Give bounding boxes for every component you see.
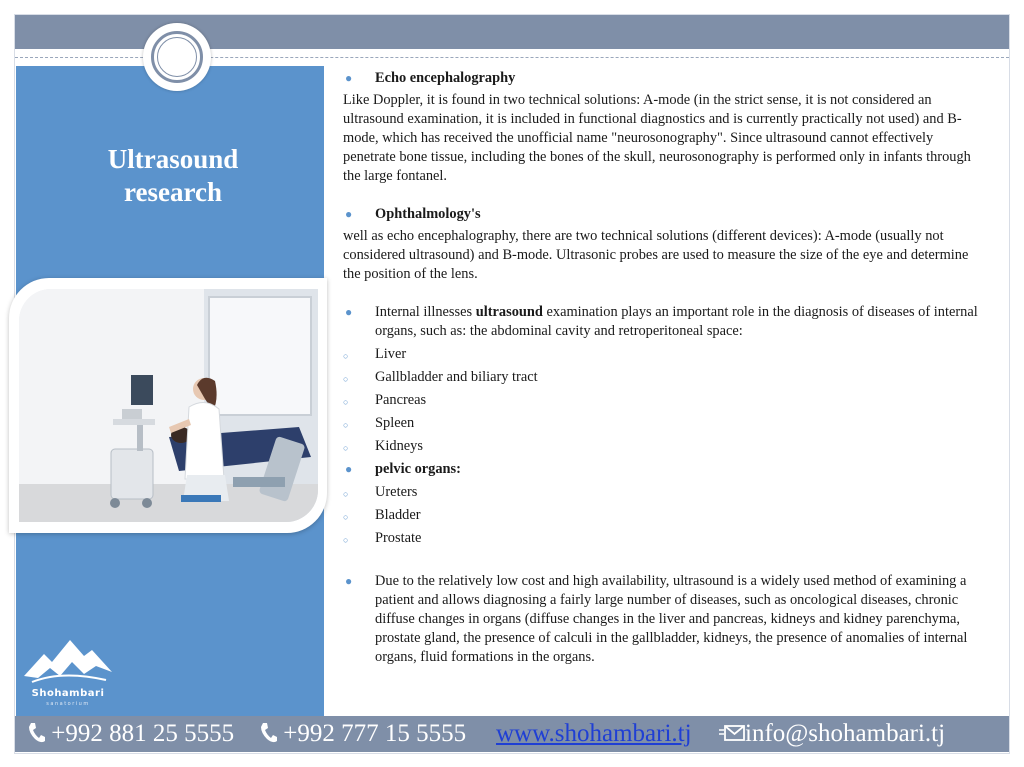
section-intro: Internal illnesses ultrasound examination plays an important role in the diagnosis of diseases of internal organs, such as: the abdominal cavity and retroperitoneal space: (375, 304, 978, 339)
circle-ornament-icon (143, 23, 211, 91)
circle-bullet-icon: ○ (343, 420, 349, 430)
circle-bullet-icon: ○ (343, 512, 349, 522)
page-title (40, 143, 306, 209)
phone-icon (27, 722, 45, 744)
list-item: ○ Prostate (343, 529, 988, 548)
circle-bullet-icon: ○ (343, 443, 349, 453)
footer-bar (15, 716, 1009, 752)
content-area (343, 69, 988, 667)
phone-icon (259, 722, 277, 744)
list-item (343, 69, 988, 88)
circle-bullet-icon: ○ (343, 489, 349, 499)
list-item: ○ Bladder (343, 506, 988, 525)
footer-phone-1[interactable]: +992 881 25 5555 (27, 716, 234, 752)
bullet-icon: ● (345, 305, 353, 319)
list-item: ○ Liver (343, 345, 988, 364)
logo (22, 632, 114, 710)
list-item: ○ Spleen (343, 414, 988, 433)
website-link[interactable]: www.shohambari.tj (496, 720, 692, 747)
section-body: Like Doppler, it is found in two technical solutions: A-mode (in the strict sense, it is not considered an ultrasound examination, it is included in functional diagnostics and is currently practically not used) and B-mode, which has received the unofficial name "neurosonography". Since ultrasound cannot effectively penetrate bone tissue, including the bones of the skull, neurosonography is performed only in infants through the large fontanel. (343, 92, 971, 184)
circle-bullet-icon: ○ (343, 397, 349, 407)
list-item: ○ Gallbladder and biliary tract (343, 368, 988, 387)
section-heading: Echo encephalography (375, 70, 516, 86)
circle-bullet-icon: ○ (343, 535, 349, 545)
logo-subtitle: sanatorium (46, 701, 90, 707)
bullet-icon: ● (345, 71, 353, 85)
section-body: Due to the relatively low cost and high availability, ultrasound is a widely used method of examining a patient and allows diagnosing a fairly large number of diseases, such as oncological diseases, chronic diffuse changes in organs (diffuse changes in the liver and pancreas, kidneys and kidney parenchyma, prostate gland, the presence of calculi in the gallbladder, kidneys, the presence of anomalies of internal organs, fluid formations in the organs. (375, 573, 968, 665)
bullet-icon: ● (345, 462, 353, 476)
logo-name: Shohambari (31, 688, 105, 699)
circle-bullet-icon: ○ (343, 351, 349, 361)
list-item: ○ Pancreas (343, 391, 988, 410)
list-item: ● pelvic organs: (345, 461, 461, 477)
bullet-icon: ● (345, 574, 353, 588)
title-line-2: research (124, 177, 222, 207)
envelope-icon (719, 723, 745, 743)
footer-phone-2[interactable]: +992 777 15 5555 (259, 716, 466, 752)
list-item (343, 303, 988, 341)
ultrasound-room-photo (19, 289, 318, 522)
list-item (343, 572, 988, 667)
list-item: ○ Kidneys (343, 437, 988, 456)
list-item (343, 205, 988, 224)
bullet-icon: ● (345, 207, 353, 221)
footer-email[interactable]: info@shohambari.tj (719, 716, 945, 752)
section-body: well as echo encephalography, there are two technical solutions (different devices): A-mode (usually not considered ultrasound) and B-mode. Ultrasonic probes are used to measure the size of the eye and determine the position of the lens. (343, 228, 969, 282)
circle-bullet-icon: ○ (343, 374, 349, 384)
section-heading: Ophthalmology's (375, 206, 481, 222)
list-item: ○ Ureters (343, 483, 988, 502)
title-line-1: Ultrasound (107, 144, 239, 174)
mountain-logo-icon (22, 632, 114, 686)
